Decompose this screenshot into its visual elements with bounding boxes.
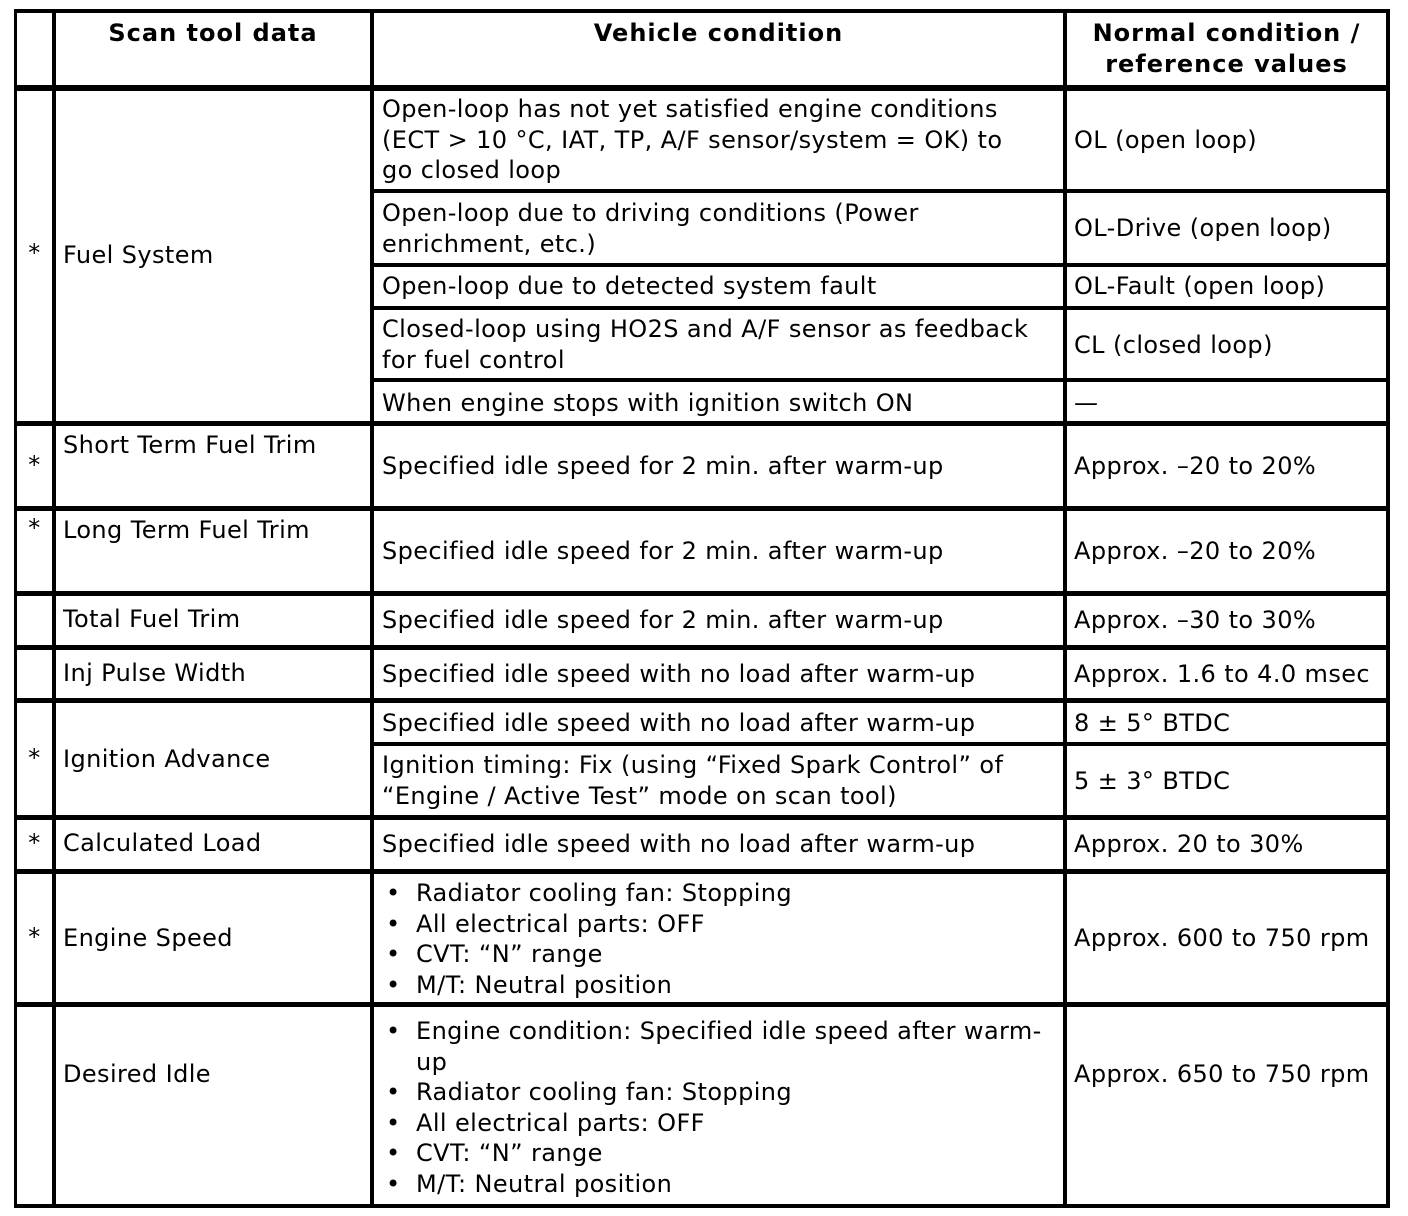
condition-line: “Engine / Active Test” mode on scan tool) [382, 781, 897, 810]
reference-value: Approx. –20 to 20% [1074, 452, 1317, 480]
row-marker: * [28, 829, 41, 857]
item-desired-idle: Desired Idle [63, 1060, 211, 1088]
reference-value: Approx. 600 to 750 rpm [1074, 924, 1370, 952]
condition-text: Specified idle speed for 2 min. after warm-up [382, 452, 944, 480]
reference-value: Approx. 650 to 750 rpm [1074, 1060, 1370, 1088]
bullet-item: • Radiator cooling fan: Stopping [382, 878, 792, 909]
reference-value: Approx. 1.6 to 4.0 msec [1074, 660, 1370, 688]
condition-text [382, 94, 1002, 186]
condition-text [382, 314, 1028, 375]
row-marker: * [28, 514, 41, 542]
reference-value: Approx. 20 to 30% [1074, 830, 1304, 858]
condition-text: Specified idle speed with no load after warm-up [382, 830, 976, 858]
item-fuel-system: Fuel System [63, 241, 214, 269]
bullet-item: • Engine condition: Specified idle speed after warm- [382, 1016, 1042, 1047]
reference-value: — [1074, 389, 1099, 417]
column-divider-marker [52, 9, 56, 1208]
reference-value: OL-Drive (open loop) [1074, 214, 1332, 242]
reference-value: CL (closed loop) [1074, 331, 1273, 359]
header-scan-tool-data: Scan tool data [108, 19, 318, 47]
row-divider [14, 1002, 1390, 1007]
row-divider [14, 869, 1390, 874]
item-calculated-load: Calculated Load [63, 829, 262, 857]
sub-row-divider [370, 378, 1390, 382]
row-marker: * [28, 239, 41, 267]
item-long-term-fuel-trim: Long Term Fuel Trim [63, 516, 310, 544]
condition-line: Ignition timing: Fix (using “Fixed Spark Control” of [382, 751, 1004, 779]
condition-bullet-list [382, 878, 792, 1000]
condition-line: for fuel control [382, 345, 565, 374]
table-border-left [14, 9, 17, 1208]
condition-line: Closed-loop using HO2S and A/F sensor as feedback [382, 315, 1029, 343]
condition-text: Specified idle speed for 2 min. after warm-up [382, 537, 944, 565]
condition-line: Open-loop due to driving conditions (Power [382, 199, 919, 227]
condition-text: When engine stops with ignition switch ON [382, 389, 914, 417]
header-normal-condition [1067, 18, 1386, 79]
condition-text: Open-loop due to detected system fault [382, 272, 877, 300]
row-divider [14, 645, 1390, 650]
header-vehicle-condition: Vehicle condition [593, 19, 844, 47]
row-marker: * [28, 923, 41, 951]
bullet-item: • M/T: Neutral position [382, 1169, 1042, 1200]
reference-value: Approx. –30 to 30% [1074, 606, 1317, 634]
row-divider [14, 591, 1390, 596]
row-divider [14, 815, 1390, 820]
bullet-item: • All electrical parts: OFF [382, 1108, 1042, 1139]
condition-line: go closed loop [382, 156, 562, 184]
condition-text [382, 198, 919, 259]
bullet-item: • All electrical parts: OFF [382, 909, 792, 940]
condition-line: enrichment, etc.) [382, 229, 597, 258]
item-ignition-advance: Ignition Advance [63, 745, 271, 773]
row-marker: * [28, 744, 41, 772]
reference-value: 8 ± 5° BTDC [1074, 709, 1231, 737]
sub-row-divider [370, 263, 1390, 267]
header-normal-condition-line2: reference values [1105, 49, 1348, 78]
bullet-item: • Radiator cooling fan: Stopping [382, 1077, 1042, 1108]
item-inj-pulse-width: Inj Pulse Width [63, 659, 247, 687]
condition-line: (ECT > 10 °C, IAT, TP, A/F sensor/system = OK) to [382, 125, 1003, 154]
item-total-fuel-trim: Total Fuel Trim [63, 605, 241, 633]
reference-value: OL (open loop) [1074, 126, 1258, 154]
header-normal-condition-line1: Normal condition / [1092, 19, 1361, 47]
item-short-term-fuel-trim: Short Term Fuel Trim [63, 431, 317, 459]
sub-row-divider [370, 306, 1390, 310]
bullet-continuation: up [416, 1047, 448, 1076]
reference-value: Approx. –20 to 20% [1074, 537, 1317, 565]
sub-row-divider [370, 742, 1390, 746]
table-border-top [14, 9, 1390, 13]
bullet-item: • CVT: “N” range [382, 939, 792, 970]
condition-bullet-list [382, 1016, 1042, 1199]
condition-text [382, 750, 1003, 811]
row-marker: * [28, 451, 41, 479]
table-border-bottom [14, 1204, 1390, 1208]
row-divider [14, 506, 1390, 511]
sub-row-divider [370, 189, 1390, 193]
reference-value: 5 ± 3° BTDC [1074, 767, 1231, 795]
row-divider [14, 421, 1390, 426]
condition-text: Specified idle speed with no load after warm-up [382, 709, 976, 737]
row-divider [14, 698, 1390, 703]
condition-text: Specified idle speed for 2 min. after warm-up [382, 606, 944, 634]
condition-line: Open-loop has not yet satisfied engine conditions [382, 95, 998, 123]
reference-value: OL-Fault (open loop) [1074, 272, 1326, 300]
bullet-item: • M/T: Neutral position [382, 970, 792, 1001]
condition-text: Specified idle speed with no load after warm-up [382, 660, 976, 688]
header-bottom-border [14, 85, 1390, 91]
item-engine-speed: Engine Speed [63, 924, 233, 952]
bullet-item: • CVT: “N” range [382, 1138, 1042, 1169]
